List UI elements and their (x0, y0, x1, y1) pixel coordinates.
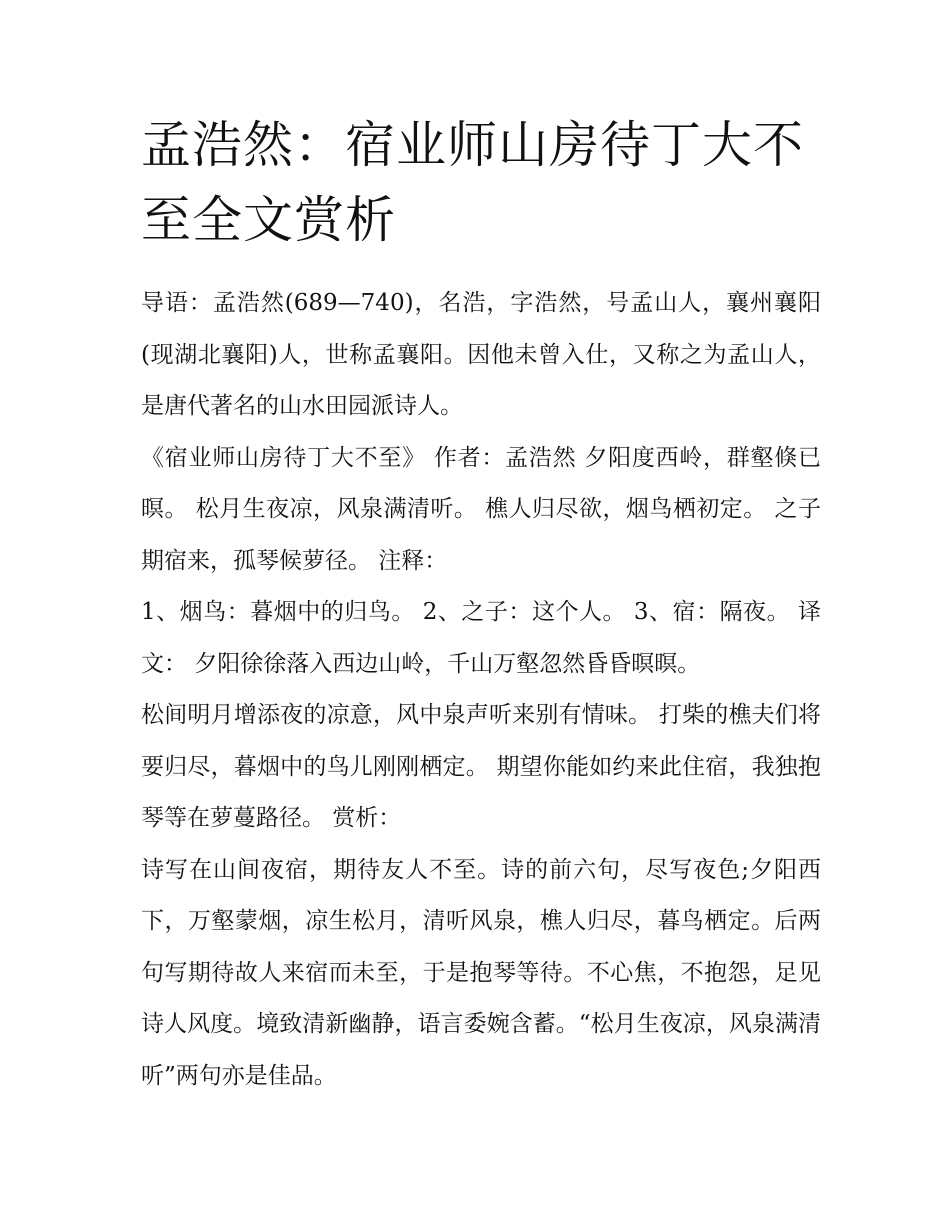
paragraph-poem: 《宿业师山房待丁大不至》 作者：孟浩然 夕阳度西岭，群壑倏已暝。 松月生夜凉，风泉满清听。 樵人归尽欲，烟鸟栖初定。 之子期宿来，孤琴候萝径。 注释： (141, 444, 821, 574)
paragraph-translation-cont: 松间明月增添夜的凉意，风中泉声听来别有情味。 打柴的樵夫们将要归尽，暮烟中的鸟儿刚刚栖定。 期望你能如约来此住宿，我独抱琴等在萝蔓路径。 赏析： (141, 702, 821, 831)
paragraph-notes-translation: 1、烟鸟：暮烟中的归鸟。 2、之子：这个人。 3、宿：隔夜。 译文： 夕阳徐徐落入西边山岭，千山万壑忽然昏昏暝暝。 (141, 599, 821, 677)
document-page (141, 108, 821, 1102)
paragraph-intro: 导语：孟浩然(689—740)，名浩，字浩然，号孟山人，襄州襄阳(现湖北襄阳)人，世称孟襄阳。因他未曾入仕，又称之为孟山人，是唐代著名的山水田园派诗人。 (141, 290, 821, 419)
paragraph-appreciation: 诗写在山间夜宿，期待友人不至。诗的前六句，尽写夜色;夕阳西下，万壑蒙烟，凉生松月，清听风泉，樵人归尽，暮鸟栖定。后两句写期待故人来宿而未至，于是抱琴等待。不心焦，不抱怨，足见诗人风度。境致清新幽静，语言委婉含蓄。“松月生夜凉，风泉满清听”两句亦是佳品。 (141, 856, 821, 1089)
document-title: 孟浩然：宿业师山房待丁大不至全文赏析 (141, 116, 804, 249)
